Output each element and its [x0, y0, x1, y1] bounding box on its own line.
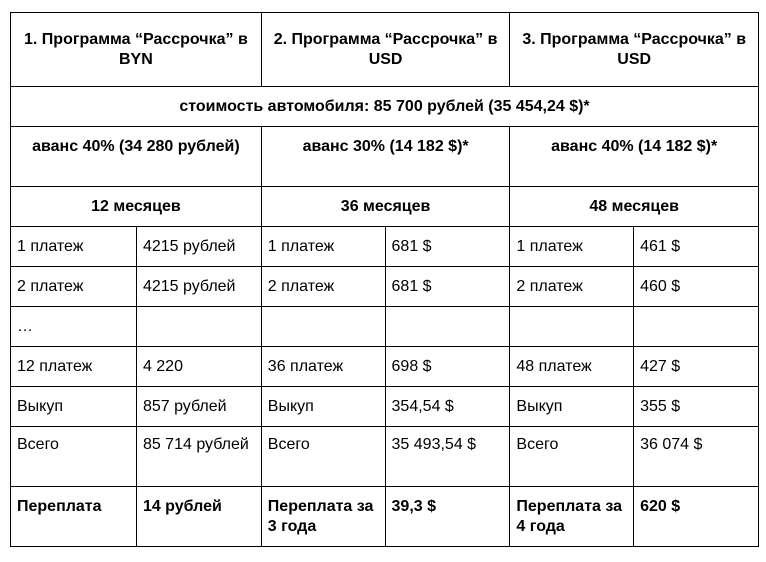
- table-cell: [136, 307, 261, 347]
- program-title: 1. Программа “Рассрочка” в BYN: [11, 13, 262, 87]
- table-cell: 620 $: [634, 487, 759, 547]
- table-cell: 85 714 рублей: [136, 427, 261, 487]
- table-cell: [385, 307, 510, 347]
- table-cell: …: [11, 307, 137, 347]
- table-cell: 4 220: [136, 347, 261, 387]
- table-cell: Выкуп: [510, 387, 634, 427]
- term-cell: 48 месяцев: [510, 187, 759, 227]
- term-cell: 12 месяцев: [11, 187, 262, 227]
- table-cell: 35 493,54 $: [385, 427, 510, 487]
- advance-cell: аванс 30% (14 182 $)*: [261, 127, 510, 187]
- advance-row: [11, 127, 759, 187]
- table-cell: Всего: [261, 427, 385, 487]
- term-row: [11, 187, 759, 227]
- table-cell: 48 платеж: [510, 347, 634, 387]
- overpayment-row: [11, 487, 759, 547]
- table-cell: 4215 рублей: [136, 227, 261, 267]
- table-cell: 698 $: [385, 347, 510, 387]
- table-cell: Переплата за 3 года: [261, 487, 385, 547]
- table-row: [11, 347, 759, 387]
- table-row: [11, 307, 759, 347]
- table-row: [11, 267, 759, 307]
- car-cost: стоимость автомобиля: 85 700 рублей (35 454,24 $)*: [11, 87, 759, 127]
- table-row: [11, 227, 759, 267]
- installment-comparison-table: [10, 12, 759, 547]
- table-cell: 354,54 $: [385, 387, 510, 427]
- table-cell: [634, 307, 759, 347]
- table-cell: 12 платеж: [11, 347, 137, 387]
- table-cell: 460 $: [634, 267, 759, 307]
- table-cell: Выкуп: [11, 387, 137, 427]
- table-cell: Переплата за 4 года: [510, 487, 634, 547]
- advance-cell: аванс 40% (14 182 $)*: [510, 127, 759, 187]
- table-cell: 427 $: [634, 347, 759, 387]
- program-title: 2. Программа “Рассрочка” в USD: [261, 13, 510, 87]
- table-cell: Всего: [11, 427, 137, 487]
- table-cell: Выкуп: [261, 387, 385, 427]
- table-cell: 355 $: [634, 387, 759, 427]
- table-row: [11, 387, 759, 427]
- table-cell: 4215 рублей: [136, 267, 261, 307]
- car-cost-row: [11, 87, 759, 127]
- table-cell: 39,3 $: [385, 487, 510, 547]
- term-cell: 36 месяцев: [261, 187, 510, 227]
- table-cell: 1 платеж: [11, 227, 137, 267]
- program-header-row: [11, 13, 759, 87]
- advance-cell: аванс 40% (34 280 рублей): [11, 127, 262, 187]
- program-title: 3. Программа “Рассрочка” в USD: [510, 13, 759, 87]
- table-cell: 14 рублей: [136, 487, 261, 547]
- table-cell: 2 платеж: [11, 267, 137, 307]
- table-cell: 681 $: [385, 227, 510, 267]
- table-cell: 36 платеж: [261, 347, 385, 387]
- table-cell: 461 $: [634, 227, 759, 267]
- table-cell: 1 платеж: [510, 227, 634, 267]
- table-cell: 681 $: [385, 267, 510, 307]
- table-cell: 1 платеж: [261, 227, 385, 267]
- table-row: [11, 427, 759, 487]
- table-cell: [510, 307, 634, 347]
- table-cell: 2 платеж: [510, 267, 634, 307]
- table-cell: Переплата: [11, 487, 137, 547]
- table-cell: Всего: [510, 427, 634, 487]
- table-cell: 2 платеж: [261, 267, 385, 307]
- table-cell: 36 074 $: [634, 427, 759, 487]
- table-cell: 857 рублей: [136, 387, 261, 427]
- table-cell: [261, 307, 385, 347]
